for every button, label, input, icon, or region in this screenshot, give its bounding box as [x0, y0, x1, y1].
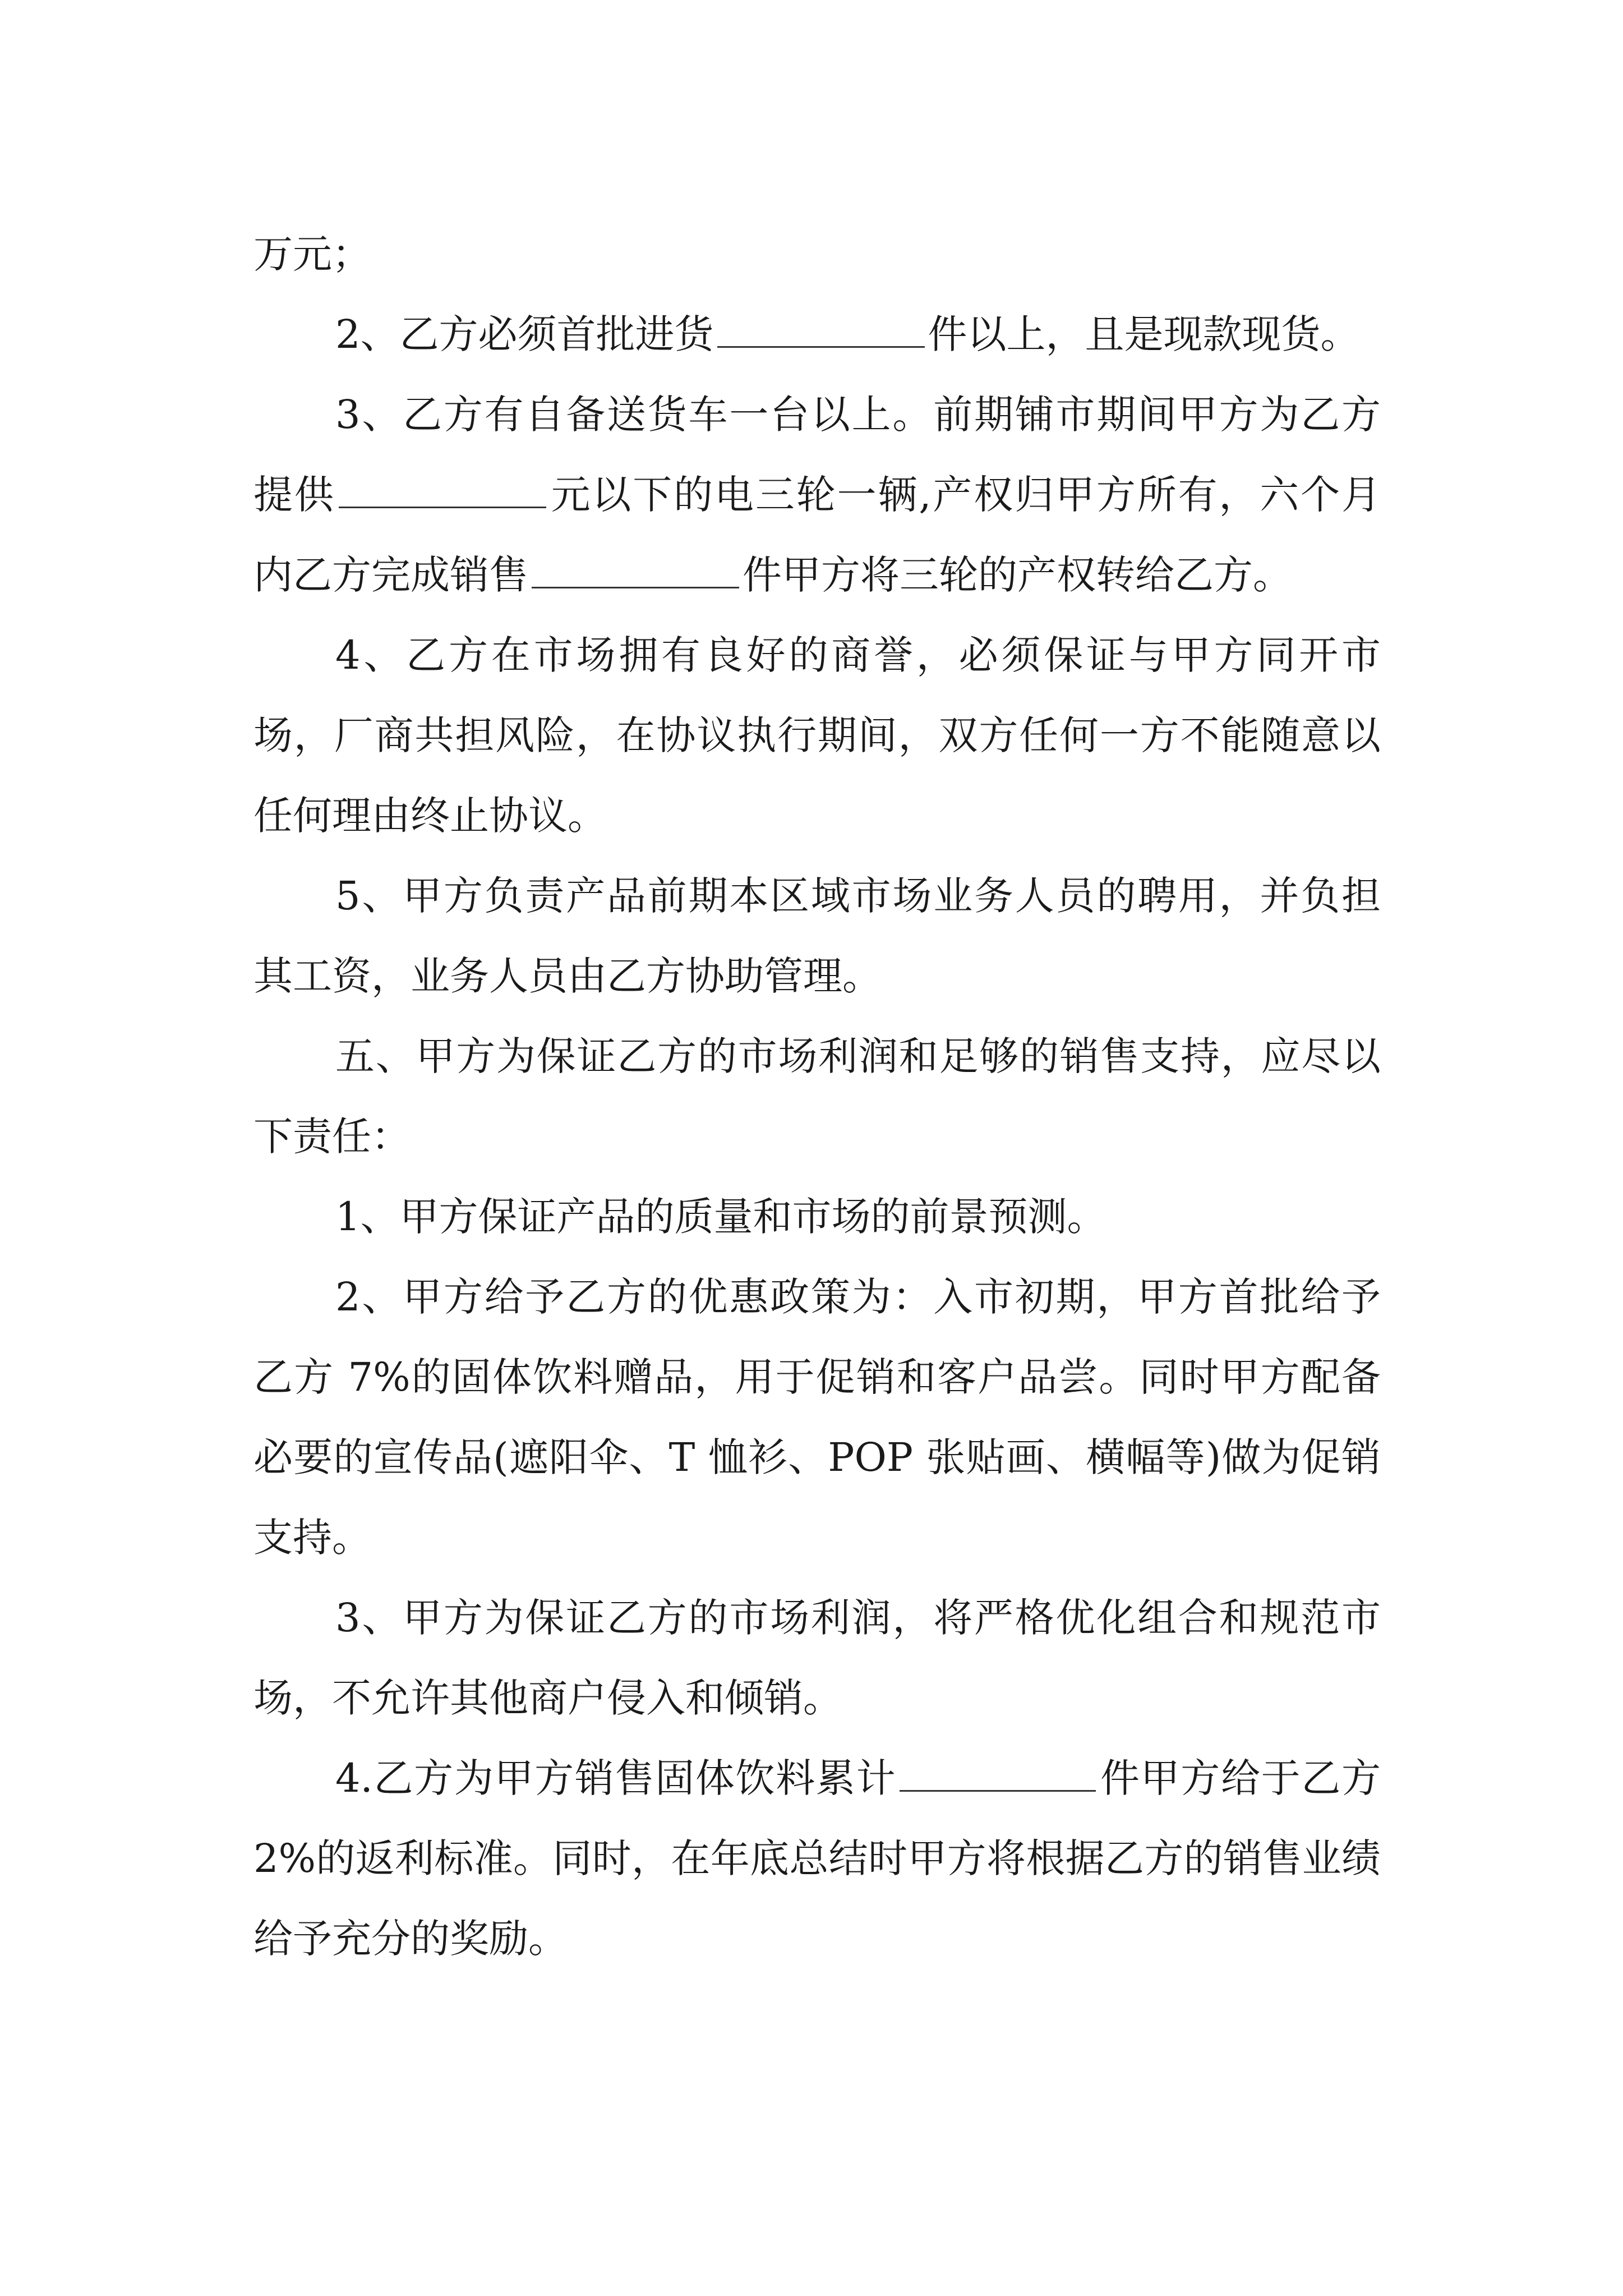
section-5-heading — [253, 1016, 1381, 1177]
paragraph-text: 3、乙方有自备送货车一台以上。前期铺市期间甲方为乙方提供 — [253, 392, 1381, 518]
blank-field-cumulative-quantity[interactable] — [900, 1751, 1096, 1792]
duty-1-quality — [253, 1177, 1381, 1257]
blank-field-amount[interactable] — [339, 467, 546, 508]
paragraph-text: 4.乙方为甲方销售固体饮料累计 — [335, 1755, 897, 1801]
clause-2-first-batch — [253, 295, 1381, 375]
paragraph-text: 4、乙方在市场拥有良好的商誉，必须保证与甲方同开市场，厂商共担风险，在协议执行期间，双方任何一方不能随意以任何理由终止协议。 — [253, 632, 1381, 839]
clause-5-staffing — [253, 856, 1381, 1016]
paragraph-text: 2、乙方必须首批进货 — [335, 311, 714, 357]
blank-field-quantity[interactable] — [717, 307, 925, 348]
document-body — [253, 214, 1381, 1979]
paragraph-text: 2、甲方给予乙方的优惠政策为：入市初期，甲方首批给予乙方 7%的固体饮料赠品，用于促销和客户品尝。同时甲方配备必要的宣传品(遮阳伞、T 恤衫、POP 张贴画、横幅等)做为促销支持。 — [253, 1274, 1381, 1561]
clause-4-reputation — [253, 615, 1381, 856]
paragraph-text: 件以上，且是现款现货。 — [928, 311, 1360, 357]
paragraph-text: 5、甲方负责产品前期本区域市场业务人员的聘用，并负担其工资，业务人员由乙方协助管理。 — [253, 873, 1381, 999]
paragraph-text: 元以下的电三轮一辆,产权归甲方所有，六个月内乙方完成销售 — [253, 472, 1381, 598]
paragraph-text: 1、甲方保证产品的质量和市场的前景预测。 — [335, 1194, 1106, 1240]
paragraph-text: 万元； — [253, 231, 371, 277]
duty-3-market-profit — [253, 1578, 1381, 1738]
duty-2-preferential-policy — [253, 1257, 1381, 1578]
paragraph-text: 件甲方给于乙方 2%的返利标准。同时，在年底总结时甲方将根据乙方的销售业绩给予充分的奖励。 — [253, 1755, 1381, 1962]
blank-field-sales-quantity[interactable] — [532, 547, 739, 588]
paragraph-text: 3、甲方为保证乙方的市场利润，将严格优化组合和规范市场，不允许其他商户侵入和倾销。 — [253, 1595, 1381, 1721]
duty-4-rebate — [253, 1738, 1381, 1979]
paragraph-continuation — [253, 214, 1381, 295]
paragraph-text: 件甲方将三轮的产权转给乙方。 — [743, 552, 1292, 598]
paragraph-text: 五、甲方为保证乙方的市场利润和足够的销售支持，应尽以下责任： — [253, 1033, 1381, 1159]
clause-3-delivery-vehicle — [253, 375, 1381, 615]
